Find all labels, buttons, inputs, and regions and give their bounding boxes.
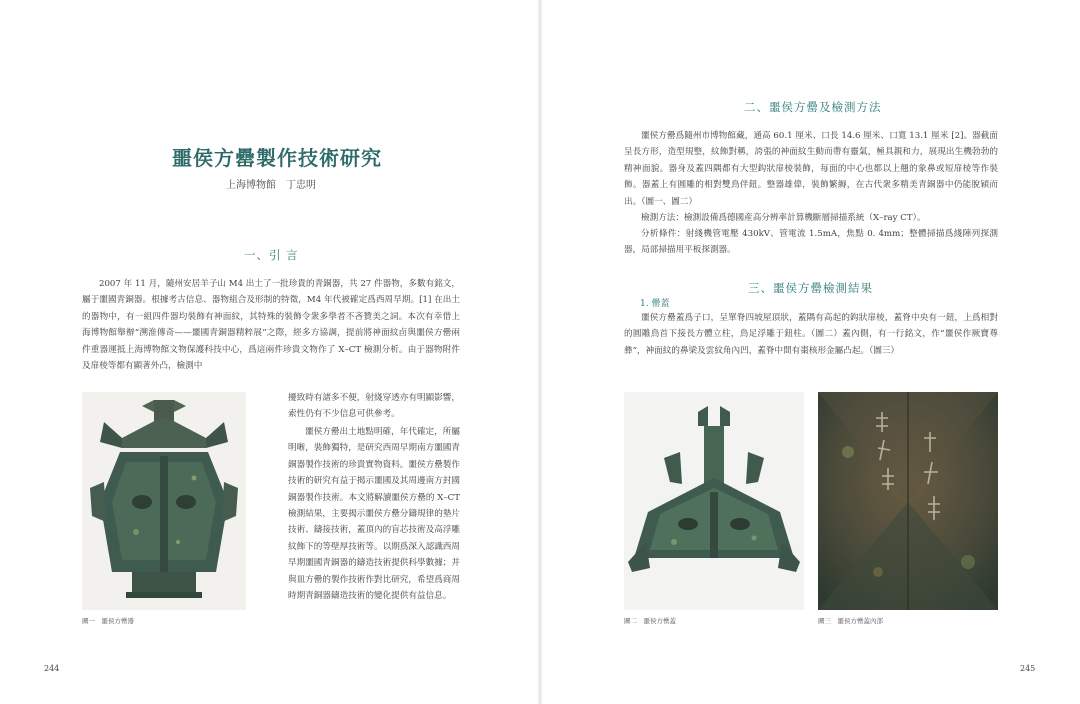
page-number-right: 245 [1020,664,1036,673]
figure-2-image [624,392,804,610]
methods-paragraph-3: 分析條件：射綫機管電壓 430kV、管電流 1.5mA，焦點 0. 4mm；整體掃描爲綫陣列探測器，局部掃描用平板探測器。 [624,229,998,256]
figure-2-caption: 圖二 噩侯方罍蓋 [624,617,676,625]
intro-paragraph-1: 2007 年 11 月，隨州安居羊子山 M4 出土了一批珍貴的青銅器，共 27 件器物，多數有銘文，屬于噩國青銅器。根據考古信息、器物組合及形制的特徵，M4 年代被確定爲西周早期。[1] 在出土的器物中，有一組四件器均裝飾有神面紋，其特殊的裝飾令衆多學者不吝贊美之詞。本次有幸借上海博物館舉辦“溯淮傳奇——噩國青銅器精粹展”之際，經多方協調，提前將神面紋卣與噩侯方罍兩件重器運抵上海博物館文物保護科技中心，爲這兩件珍貴文物作了 X–CT 檢測分析。由于器物附件及扉棱等都有顯著外凸，檢測中 [82,279,460,372]
inscription-photo-icon [818,392,998,610]
bronze-vessel-photo-icon [82,392,246,610]
paper-author: 上海博物館 丁忠明 [226,180,316,191]
subsection-heading-lid: 1. 罍蓋 [640,299,670,309]
methods-paragraph-1: 噩侯方罍爲隨州市博物館藏，通高 60.1 厘米、口長 14.6 厘米、口寬 13.1 厘米 [2]。器截面呈長方形，造型規整，紋飾對稱，誇張的神面紋生動而帶有靈氣，極具親和力，展現出生機勃勃的精神面貌。器身及蓋四隅都有大型鈎狀扉棱裝飾，每面的中心也都以上翹的象鼻或短扉棱等作裝飾。器蓋上有圓雕的相對雙鳥伴鈕。整器雄偉，裝飾繁縟，在古代衆多精美青銅器中仍能脫穎而出。（圖一、圖二） [624,131,998,207]
section-heading-intro: 一、引 言 [244,248,299,262]
results-paragraph-1: 噩侯方罍蓋爲子口，呈單脊四坡屋頂狀，蓋隅有高起的鈎狀扉棱，蓋脊中央有一鈕，上爲相對的圓雕鳥首下接長方體立柱，鳥足浮雕于鈕柱。（圖二）蓋內側，有一行銘文，作“噩侯作厥寶尊彝”，神面紋的鼻梁及雲紋角內凹，蓋脊中間有棗核形金屬凸起。（圖三） [624,313,998,356]
figure-1-image [82,392,246,610]
section-heading-results: 三、噩侯方罍檢測結果 [748,281,873,295]
methods-paragraph-2: 檢測方法：檢測設備爲德國産高分辨率計算機斷層掃描系統（X–ray CT）。 [641,213,926,223]
intro-paragraph-1-tail: 擾致時有諸多不便，射綫穿透亦有明顯影響，索性仍有不少信息可供參考。 [288,393,460,420]
figure-1-caption: 圖一 噩侯方罍器 [82,617,134,625]
bronze-lid-photo-icon [624,392,804,610]
right-page [540,0,1080,704]
intro-paragraph-2: 噩侯方罍出土地點明確，年代確定，所屬明晰，裝飾獨特，是研究西周早期南方噩國青銅器製作技術的珍貴實物資料。噩侯方罍製作技術的研究有益于揭示噩國及其周邊南方封國銅器製作技術。本文將解讀噩侯方罍的 X–CT 檢測結果，主要揭示噩侯方罍分鑄規律的墊片技術、鑄接技術，蓋頂內的盲芯技術及高浮雕紋飾下的等壁厚技術等。以期爲深入認識西周早期噩國青銅器的鑄造技術提供科學數據；并與皿方罍的製作技術作對比研究，希望爲商周時期青銅器鑄造技術的變化提供有益信息。 [288,427,460,602]
section-heading-methods: 二、噩侯方罍及檢測方法 [744,100,882,114]
figure-3-caption: 圖三 噩侯方罍蓋內部 [818,617,883,625]
figure-3-image [818,392,998,610]
paper-title: 噩侯方罍製作技術研究 [172,146,382,170]
page-number-left: 244 [44,664,60,673]
